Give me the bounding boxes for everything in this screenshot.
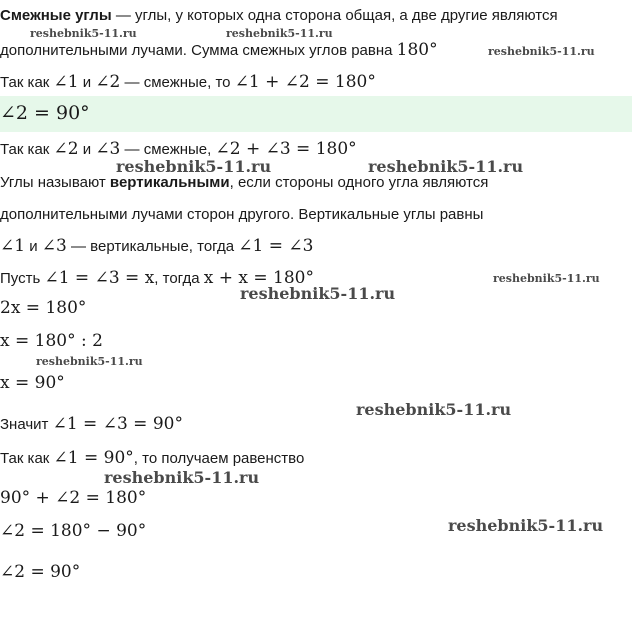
- watermark: reshebnik5-11.ru: [368, 157, 524, 176]
- text: Так как: [0, 74, 54, 91]
- statement-line-14: [0, 448, 304, 469]
- math-expression: ∠1: [53, 72, 79, 92]
- math-expression: ∠2: [53, 139, 79, 159]
- watermark: reshebnik5-11.ru: [226, 27, 333, 40]
- statement-line-3: [0, 72, 376, 93]
- text: Пусть: [0, 270, 45, 287]
- math-expression: x = 180° : 2: [0, 331, 103, 351]
- watermark: reshebnik5-11.ru: [240, 284, 396, 303]
- text: , если стороны одного угла являются: [229, 174, 489, 191]
- watermark: reshebnik5-11.ru: [116, 157, 272, 176]
- math-expression: ∠3: [41, 236, 67, 256]
- text: и: [25, 238, 42, 255]
- equation-line-12: [0, 373, 65, 394]
- math-expression: ∠1 = ∠3: [238, 236, 314, 256]
- text: — вертикальные, тогда: [66, 238, 239, 255]
- definition-adjacent-line-1: [0, 6, 558, 26]
- math-expression: ∠1 = ∠3 = x: [44, 268, 155, 288]
- equation-line-10: [0, 298, 86, 319]
- math-expression: ∠1 + ∠2 = 180°: [234, 72, 376, 92]
- watermark: reshebnik5-11.ru: [493, 272, 600, 285]
- math-expression: ∠2: [95, 72, 121, 92]
- watermark: reshebnik5-11.ru: [448, 516, 604, 535]
- math-expression: 2x = 180°: [0, 298, 87, 318]
- equation-line-16: [0, 521, 146, 542]
- answer-line: [0, 103, 90, 125]
- conclusion-line-13: [0, 414, 183, 435]
- text: дополнительными лучами сторон другого. Вертикальные углы равны: [0, 206, 484, 223]
- math-expression: ∠2 = 90°: [0, 102, 90, 124]
- text: , тогда: [154, 270, 204, 287]
- watermark: reshebnik5-11.ru: [104, 468, 260, 487]
- text: Так как: [0, 141, 54, 158]
- math-expression: ∠1: [0, 236, 26, 256]
- text: Значит: [0, 416, 53, 433]
- definition-adjacent-line-2: [0, 40, 438, 61]
- equation-line-17: [0, 562, 80, 583]
- text: и: [78, 74, 96, 91]
- text: — смежные,: [120, 141, 216, 158]
- watermark: reshebnik5-11.ru: [30, 27, 137, 40]
- text: Так как: [0, 450, 54, 467]
- watermark: reshebnik5-11.ru: [356, 400, 512, 419]
- text: Углы называют: [0, 174, 110, 191]
- text: , то получаем равенство: [133, 450, 305, 467]
- math-expression: ∠2 = 180° − 90°: [0, 521, 147, 541]
- math-expression: ∠3: [95, 139, 121, 159]
- math-expression: ∠1 = ∠3 = 90°: [52, 414, 183, 434]
- watermark: reshebnik5-11.ru: [488, 45, 595, 58]
- equation-line-15: [0, 488, 146, 509]
- math-expression: x = 90°: [0, 373, 65, 393]
- equation-line-11: [0, 331, 103, 352]
- text: — смежные, то: [120, 74, 235, 91]
- definition-vertical-line-2: [0, 205, 483, 225]
- definition-text: дополнительными лучами. Сумма смежных углов равна: [0, 42, 397, 59]
- math-expression: 180°: [396, 40, 438, 60]
- math-expression: x + x = 180°: [203, 268, 314, 288]
- text: и: [78, 141, 96, 158]
- math-expression: ∠1 = 90°: [53, 448, 134, 468]
- watermark: reshebnik5-11.ru: [36, 355, 143, 368]
- statement-line-8: [0, 236, 313, 257]
- definition-text: — углы, у которых одна сторона общая, а две другие являются: [111, 7, 558, 24]
- highlighted-answer-band: [0, 96, 632, 132]
- math-expression: 90° + ∠2 = 180°: [0, 488, 147, 508]
- term-adjacent-angles: Смежные углы: [0, 7, 112, 24]
- math-expression: ∠2 = 90°: [0, 562, 81, 582]
- definition-vertical-line-1: [0, 173, 488, 193]
- math-expression: ∠2 + ∠3 = 180°: [215, 139, 357, 159]
- term-vertical-angles: вертикальными: [109, 174, 230, 191]
